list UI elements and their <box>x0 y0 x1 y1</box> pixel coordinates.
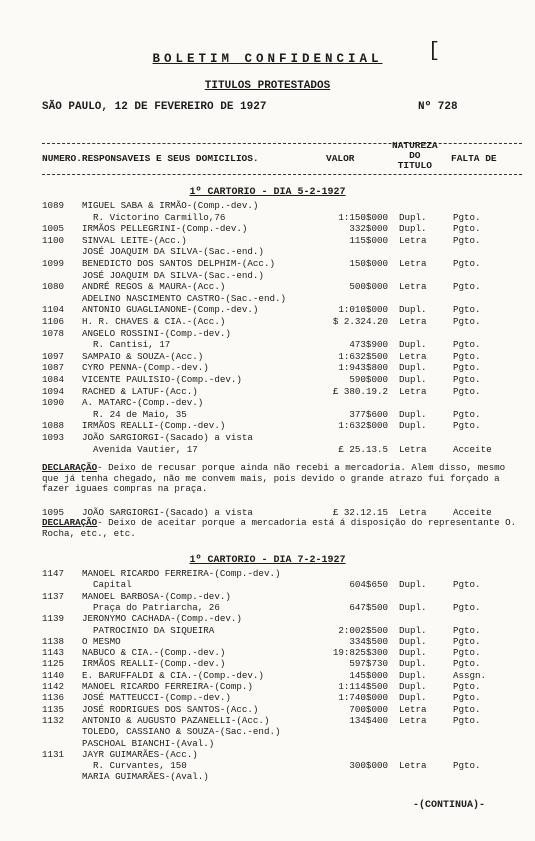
declaration-1-label: DECLARAÇÃO <box>42 462 98 473</box>
row-fault: Pgto. <box>453 647 481 659</box>
row-fault: Pgto. <box>453 760 481 772</box>
row-value: 2:002$500 <box>338 624 388 636</box>
row-kind: Dupl. <box>399 647 427 659</box>
row-name: JOÃO SARGIORGI-(Sacado) a vista <box>82 507 253 518</box>
row-name: PATROCINIO DA SIQUEIRA <box>82 624 215 636</box>
row-name: CYRO PENNA-(Comp.-dev.) <box>82 362 209 374</box>
continue-note: -(CONTINUA)- <box>413 800 486 811</box>
row-number: 1089 <box>42 200 65 211</box>
row-fault: Pgto. <box>453 692 481 704</box>
row-kind: Letra <box>399 350 427 362</box>
table-row <box>0 670 535 681</box>
row-name: SAMPAIO & SOUZA-(Acc.) <box>82 350 204 362</box>
row-kind: Letra <box>399 507 427 518</box>
table-row <box>0 771 535 782</box>
row-fault: Pgto. <box>453 624 481 636</box>
row-number: 1080 <box>42 281 65 293</box>
table-row <box>0 304 535 315</box>
row-number: 1088 <box>42 420 65 432</box>
row-fault: Pgto. <box>453 601 481 613</box>
row-number: 1087 <box>42 362 65 374</box>
table-row <box>0 246 535 257</box>
table-row <box>0 200 535 211</box>
row-name: JERONYMO CACHADA-(Comp.-dev.) <box>82 613 242 625</box>
row-value: 473$900 <box>349 339 388 351</box>
row-name: JAYR GUIMARÃES-(Acc.) <box>82 748 198 760</box>
row-number: 1093 <box>42 432 65 443</box>
row-fault: Pgto. <box>453 281 481 293</box>
row-name: JOSÉ MATTEUCCI-(Comp.-dev.) <box>82 692 231 704</box>
row-name: IRMÃOS PELLEGRINI-(Comp.-dev.) <box>82 223 248 235</box>
row-kind: Letra <box>399 443 427 455</box>
row-value: 1:943$800 <box>338 362 388 374</box>
row-fault: Pgto. <box>453 658 481 670</box>
declaration-1 <box>42 463 524 495</box>
table-row <box>0 397 535 408</box>
table-row <box>0 316 535 327</box>
row-number: 1099 <box>42 258 65 269</box>
row-number: 1131 <box>42 748 65 760</box>
row-number: 1136 <box>42 692 65 704</box>
table-row <box>0 328 535 339</box>
row-kind: Dupl. <box>399 601 427 613</box>
row-number: 1097 <box>42 350 65 362</box>
row-kind: Letra <box>399 703 427 715</box>
table-row <box>0 749 535 760</box>
table-row <box>0 362 535 373</box>
row-fault: Pgto. <box>453 579 481 591</box>
table-row <box>0 636 535 647</box>
row-number: 1094 <box>42 385 65 397</box>
row-value: 334$500 <box>349 635 388 647</box>
row-name: R. Cantisi, 17 <box>82 339 171 351</box>
row-name: SINVAL LEITE-(Acc.) <box>82 234 187 246</box>
row-name: ANTONIO & AUGUSTO PAZANELLI-(Acc.) <box>82 714 270 726</box>
row-fault: Pgto. <box>453 223 481 235</box>
row-number: 1137 <box>42 590 65 602</box>
table-row <box>0 258 535 269</box>
table-row <box>0 579 535 590</box>
row-number: 1140 <box>42 669 65 681</box>
table-row <box>0 647 535 658</box>
row-value: 1:632$000 <box>338 420 388 432</box>
row-name: IRMÃOS REALLI-(Comp.-dev.) <box>82 658 226 670</box>
row-name: O MESMO <box>82 635 121 647</box>
table-row <box>0 738 535 749</box>
row-kind: Dupl. <box>399 211 427 223</box>
row-value: 597$730 <box>349 658 388 670</box>
row-name: JOSÉ JOAQUIM DA SILVA-(Sac.-end.) <box>82 269 264 281</box>
header-rule-top <box>42 143 522 144</box>
row-fault: Pgto. <box>453 304 481 316</box>
row-name: ANTONIO GUAGLIANONE-(Comp.-dev.) <box>82 304 259 316</box>
row-name: R. Curvantes, 150 <box>82 760 187 772</box>
row-value: 150$000 <box>349 258 388 269</box>
row-kind: Letra <box>399 714 427 726</box>
document-subtitle: TITULOS PROTESTADOS <box>204 80 331 92</box>
row-value: £ 380.19.2 <box>332 385 388 397</box>
column-header-responsaveis: NUMERO.RESPONSAVEIS E SEUS DOMICILIOS. <box>42 153 259 164</box>
row-kind: Letra <box>399 316 427 327</box>
bulletin-number: Nº 728 <box>418 101 458 113</box>
row-name: H. R. CHAVES & CIA.-(Acc.) <box>82 316 226 327</box>
table-row <box>0 704 535 715</box>
row-name: IRMÃOS REALLI-(Comp.-dev.) <box>82 420 226 432</box>
row-number: 1106 <box>42 316 65 327</box>
row-fault: Pgto. <box>453 339 481 351</box>
column-header-falta: FALTA DE <box>451 153 497 164</box>
row-name: NABUCO & CIA.-(Comp.-dev.) <box>82 647 226 659</box>
row-kind: Letra <box>399 385 427 397</box>
row-value: 134$400 <box>349 714 388 726</box>
row-kind: Letra <box>399 281 427 293</box>
row-value: 500$000 <box>349 281 388 293</box>
row-kind: Letra <box>399 234 427 246</box>
row-kind: Dupl. <box>399 579 427 591</box>
declaration-1-text: - Deixo de recusar porque ainda não recebi a mercadoria. Alem disso, mesmo que já tenha chegado, não me convem mais, pois devido o grande atrazo fui forçado a fazer iguaes compras na praça. <box>42 462 506 494</box>
row-fault: Pgto. <box>453 635 481 647</box>
table-row <box>0 625 535 636</box>
declaration-2-label: DECLARAÇÃO <box>42 517 98 528</box>
declaration-2 <box>42 518 524 539</box>
table-row <box>0 223 535 234</box>
row-number: 1078 <box>42 327 65 339</box>
row-number: 1084 <box>42 374 65 385</box>
row-value: 145$000 <box>349 669 388 681</box>
row-name: ANGELO ROSSINI-(Comp.-dev.) <box>82 327 231 339</box>
row-kind: Dupl. <box>399 362 427 374</box>
corner-mark: [ <box>428 40 441 63</box>
column-header-valor: VALOR <box>326 153 355 164</box>
row-name: Capital <box>82 579 132 591</box>
table-row <box>0 409 535 420</box>
table-row <box>0 591 535 602</box>
row-kind: Dupl. <box>399 304 427 316</box>
row-value: $ 2.324.20 <box>332 316 388 327</box>
row-fault: Pgto. <box>453 350 481 362</box>
table-row <box>0 602 535 613</box>
row-fault: Pgto. <box>453 316 481 327</box>
row-fault: Pgto. <box>453 714 481 726</box>
table-row <box>0 374 535 385</box>
row-number: 1100 <box>42 234 65 246</box>
row-kind: Dupl. <box>399 635 427 647</box>
table-row <box>0 760 535 771</box>
row-kind: Letra <box>399 258 427 269</box>
document-title: BOLETIM CONFIDENCIAL <box>152 52 383 66</box>
table-row <box>0 212 535 223</box>
row-name: TOLEDO, CASSIANO & SOUZA-(Sac.-end.) <box>82 726 281 738</box>
row-value: 1:632$500 <box>338 350 388 362</box>
table-row <box>0 351 535 362</box>
row-name: E. BARUFFALDI & CIA.-(Comp.-dev.) <box>82 669 264 681</box>
row-kind: Dupl. <box>399 339 427 351</box>
row-fault: Pgto. <box>453 408 481 420</box>
row-name: MANOEL RICARDO FERREIRA-(Comp.) <box>82 681 253 692</box>
header-rule-bottom <box>42 174 522 175</box>
table-row <box>0 235 535 246</box>
row-name: RACHED & LATUF-(Acc.) <box>82 385 198 397</box>
row-name: A. MATARC-(Comp.-dev.) <box>82 397 204 409</box>
row-name: PASCHOAL BIANCHI-(Aval.) <box>82 737 215 749</box>
column-header-natureza: NATUREZA DO TITULO <box>392 140 438 171</box>
row-number: 1142 <box>42 681 65 692</box>
row-value: 1:010$000 <box>338 304 388 316</box>
row-value: 300$000 <box>349 760 388 772</box>
table-row <box>0 658 535 669</box>
table-row <box>0 681 535 692</box>
row-value: 590$000 <box>349 374 388 385</box>
row-kind: Dupl. <box>399 692 427 704</box>
row-number: 1132 <box>42 714 65 726</box>
row-value: 19:825$300 <box>332 647 388 659</box>
row-name: JOSÉ RODRIGUES DOS SANTOS-(Acc.) <box>82 703 259 715</box>
declaration-2-text: - Deixo de aceitar porque a mercadoria está á disposição do representante O. Rocha, etc., etc. <box>42 517 517 539</box>
row-number: 1147 <box>42 568 65 579</box>
row-value: £ 32.12.15 <box>332 507 388 518</box>
row-number: 1139 <box>42 613 65 625</box>
row-number: 1095 <box>42 507 65 518</box>
table-row <box>0 281 535 292</box>
row-name: Avenida Vautier, 17 <box>82 443 198 455</box>
row-kind: Dupl. <box>399 669 427 681</box>
table-row <box>0 715 535 726</box>
row-fault: Pgto. <box>453 234 481 246</box>
row-value: 1:150$000 <box>338 211 388 223</box>
row-name: R. 24 de Maio, 35 <box>82 408 187 420</box>
row-kind: Dupl. <box>399 374 427 385</box>
table-row <box>0 444 535 455</box>
row-fault: Pgto. <box>453 703 481 715</box>
row-kind: Dupl. <box>399 420 427 432</box>
table-row <box>0 726 535 737</box>
row-name: R. Victorino Carmillo,76 <box>82 211 226 223</box>
row-fault: Acceite <box>453 443 492 455</box>
row-number: 1090 <box>42 397 65 409</box>
row-number: 1104 <box>42 304 65 316</box>
row-value: 604$650 <box>349 579 388 591</box>
row-value: 332$000 <box>349 223 388 235</box>
row-name: VICENTE PAULISIO-(Comp.-dev.) <box>82 374 242 385</box>
table-row <box>0 568 535 579</box>
row-name: ADELINO NASCIMENTO CASTRO-(Sac.-end.) <box>82 292 286 304</box>
row-kind: Dupl. <box>399 223 427 235</box>
row-value: 115$000 <box>349 234 388 246</box>
row-number: 1005 <box>42 223 65 235</box>
row-kind: Dupl. <box>399 658 427 670</box>
section-2-title: 1º CARTORIO - DIA 7-2-1927 <box>189 555 346 566</box>
row-value: 647$500 <box>349 601 388 613</box>
table-row <box>0 692 535 703</box>
row-number: 1143 <box>42 647 65 659</box>
row-number: 1125 <box>42 658 65 670</box>
row-number: 1135 <box>42 703 65 715</box>
row-name: MARIA GUIMARÃES-(Aval.) <box>82 771 209 783</box>
row-fault: Pgto. <box>453 681 481 692</box>
table-row <box>0 270 535 281</box>
row-kind: Dupl. <box>399 681 427 692</box>
row-value: 1:114$500 <box>338 681 388 692</box>
table-row <box>0 432 535 443</box>
table-row <box>0 386 535 397</box>
row-name: ANDRÉ REGOS & MAURA-(Acc.) <box>82 281 226 293</box>
row-kind: Dupl. <box>399 624 427 636</box>
row-fault: Pgto. <box>453 420 481 432</box>
row-value: £ 25.13.5 <box>338 443 388 455</box>
row-value: 377$600 <box>349 408 388 420</box>
row-value: 1:740$000 <box>338 692 388 704</box>
table-row <box>0 613 535 624</box>
row-value: 700$000 <box>349 703 388 715</box>
row-number: 1138 <box>42 635 65 647</box>
row-name: JOÃO SARGIORGI-(Sacado) a vista <box>82 432 253 443</box>
row-kind: Dupl. <box>399 408 427 420</box>
table-row <box>0 339 535 350</box>
section-1-title: 1º CARTORIO - DIA 5-2-1927 <box>189 187 346 198</box>
place-date: SÃO PAULO, 12 DE FEVEREIRO DE 1927 <box>42 101 267 113</box>
row-name: MANOEL RICARDO FERREIRA-(Comp.-dev.) <box>82 568 281 579</box>
row-kind: Letra <box>399 760 427 772</box>
row-fault: Pgto. <box>453 374 481 385</box>
row-name: JOSÉ JOAQUIM DA SILVA-(Sac.-end.) <box>82 246 264 258</box>
table-row <box>0 293 535 304</box>
row-fault: Pgto. <box>453 385 481 397</box>
row-name: BENEDICTO DOS SANTOS DELPHIM-(Acc.) <box>82 258 275 269</box>
table-row <box>0 420 535 431</box>
row-fault: Pgto. <box>453 211 481 223</box>
row-fault: Pgto. <box>453 362 481 374</box>
row-fault: Assgn. <box>453 669 487 681</box>
row-name: MIGUEL SABA & IRMÃO-(Comp.-dev.) <box>82 200 259 211</box>
row-name: MANOEL BARBOSA-(Comp.-dev.) <box>82 590 231 602</box>
row-fault: Pgto. <box>453 258 481 269</box>
row-name: Praça do Patriarcha, 26 <box>82 601 220 613</box>
row-fault: Acceite <box>453 507 492 518</box>
